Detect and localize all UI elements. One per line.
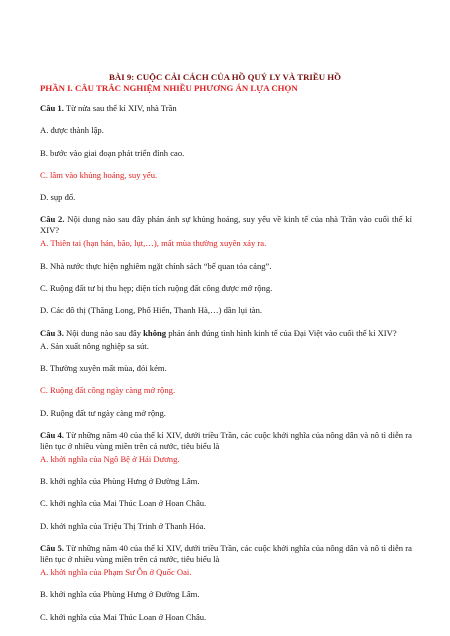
option-b: B. khởi nghĩa của Phùng Hưng ở Đường Lâm.	[40, 589, 200, 600]
question-text-before: Nội dung nào sau đây	[66, 327, 141, 338]
question-5-stem	[40, 543, 412, 565]
question-label: Câu 5.	[40, 543, 64, 554]
part-title: PHẦN I. CÂU TRẮC NGHIỆM NHIỀU PHƯƠNG ÁN LỰA CHỌN	[40, 83, 298, 93]
question-label: Câu 3.	[40, 327, 64, 338]
option-d: D. sụp đổ.	[40, 192, 76, 203]
option-b: B. khởi nghĩa của Phùng Hưng ở Đường Lâm.	[40, 476, 200, 487]
question-text: Từ những năm 40 của thế kỉ XIV, dưới triều Trần, các cuộc khởi nghĩa của nông dân và nô tì diễn ra liên tục ở nhiều vùng miền trên cả nước, tiêu biểu là	[40, 429, 412, 451]
option-d: D. Ruộng đất tư ngày càng mở rộng.	[40, 407, 166, 418]
lesson-title: BÀI 9: CUỘC CẢI CÁCH CỦA HỒ QUÝ LY VÀ TRIỀU HỒ	[109, 72, 341, 82]
option-c: C. khởi nghĩa của Mai Thúc Loan ở Hoan Châu.	[40, 611, 207, 622]
option-c: C. khởi nghĩa của Mai Thúc Loan ở Hoan Châu.	[40, 498, 207, 509]
question-text: Từ nửa sau thế kỉ XIV, nhà Trần	[65, 103, 177, 113]
question-1-stem	[40, 103, 412, 114]
option-a-correct: A. khởi nghĩa của Phạm Sư Ôn ở Quốc Oai.	[40, 567, 192, 578]
option-a: A. Sản xuất nông nghiệp sa sút.	[40, 340, 149, 351]
option-a: A. được thành lập.	[40, 125, 104, 136]
question-label: Câu 2.	[40, 214, 65, 225]
question-text-after: phản ánh đúng tình hình kinh tế của Đại Việt vào cuối thế kỉ XIV?	[168, 327, 397, 338]
question-text-emphasis: không	[143, 327, 167, 338]
option-d: D. Các đô thị (Thăng Long, Phố Hiến, Thanh Hà,…) dần lụi tàn.	[40, 305, 263, 316]
option-d: D. khởi nghĩa của Triệu Thị Trinh ở Thanh Hóa.	[40, 520, 206, 531]
option-a-correct: A. Thiên tai (hạn hán, bão, lụt,…), mất mùa thường xuyên xảy ra.	[40, 238, 267, 249]
question-3-stem	[40, 328, 412, 339]
option-b: B. bước vào giai đoạn phát triển đỉnh cao.	[40, 147, 185, 158]
question-2-stem	[40, 214, 412, 236]
option-c-correct: C. Ruộng đất công ngày càng mở rộng.	[40, 385, 176, 396]
option-c: C. Ruộng đất tư bị thu hẹp; diện tích ruộng đất công được mở rộng.	[40, 283, 273, 294]
question-label: Câu 1.	[40, 103, 64, 113]
question-4-stem	[40, 430, 412, 452]
question-text: Từ những năm 40 của thế kỉ XIV, dưới triều Trần, các cuộc khởi nghĩa của nông dân và nô tì diễn ra liên tục ở nhiều vùng miền trên cả nước, tiêu biểu là	[40, 543, 412, 565]
option-a-correct: A. khởi nghĩa của Ngô Bệ ở Hải Dương.	[40, 453, 180, 464]
question-label: Câu 4.	[40, 429, 64, 440]
option-b: B. Thường xuyên mất mùa, đói kém.	[40, 362, 167, 373]
option-c-correct: C. lâm vào khủng hoảng, suy yếu.	[40, 169, 158, 180]
option-b: B. Nhà nước thực hiện nghiêm ngặt chính sách “bế quan tỏa cảng”.	[40, 260, 272, 271]
question-text: Nội dung nào sau đây phản ánh sự khủng hoảng, suy yếu về kinh tế của nhà Trần vào cuối thế kỉ XIV?	[40, 214, 412, 236]
question-list	[40, 103, 412, 634]
